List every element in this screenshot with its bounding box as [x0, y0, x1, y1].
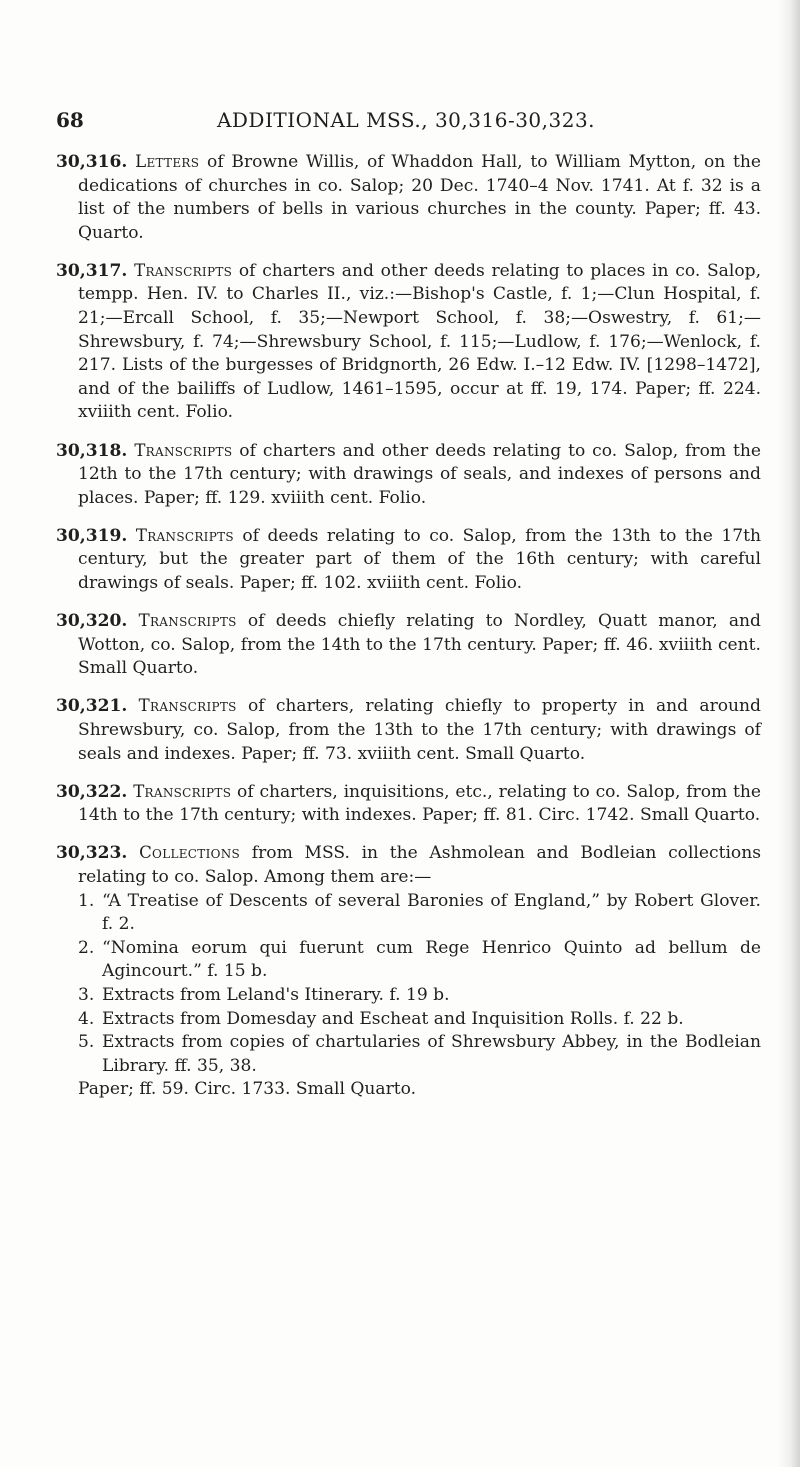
list-item [56, 1008, 761, 1032]
list-item [56, 937, 761, 984]
entry-30321 [56, 694, 761, 766]
entry-number: 30,321. [56, 696, 128, 717]
entry-kind: Collections [139, 843, 241, 863]
page-edge-shadow [778, 0, 800, 1467]
entry-30319 [56, 524, 761, 596]
list-item-text: “Nomina eorum qui fuerunt cum Rege Henrico Quinto ad bellum de Agincourt.” f. 15 b. [102, 937, 761, 982]
entry-30316 [56, 150, 761, 245]
entry-text: of charters, relating chiefly to property in and around Shrewsbury, co. Salop, from the 13th to the 17th century; with drawings of seals and indexes. Paper; ff. 73. xviiith cent. Small Quarto. [78, 696, 761, 764]
page-header [56, 108, 756, 138]
entry-text: of deeds relating to co. Salop, from the 13th to the 17th century, but the greater part of them of the 16th century; with careful drawings of seals. Paper; ff. 102. xviiith cent. Folio. [78, 525, 761, 593]
entry-30323-physical-description: Paper; ff. 59. Circ. 1733. Small Quarto. [78, 1079, 417, 1100]
entry-number: 30,320. [56, 611, 128, 632]
entry-30323 [56, 841, 761, 1102]
entry-text: of charters and other deeds relating to places in co. Salop, tempp. Hen. IV. to Charles II., viz.:—Bishop's Castle, f. 1;—Clun Hospital, f. 21;—Ercall School, f. 35;—Newport School, f. 38;—Oswestry, f. 61;—Shrewsbury, f. 74;—Shrewsbury School, f. 115;—Ludlow, f. 176;—Wenlock, f. 217. Lists of the burgesses of Bridgnorth, 26 Edw. I.–12 Edw. IV. [1298–1472], and of the bailiffs of Ludlow, 1461–1595, occur at ff. 19, 174. Paper; ff. 224. xviiith cent. Folio. [78, 260, 762, 423]
list-item-number: 1. [78, 890, 95, 911]
entry-kind: Transcripts [134, 260, 233, 280]
list-item-number: 4. [78, 1008, 95, 1029]
entry-kind: Letters [135, 152, 200, 171]
list-item [56, 984, 761, 1008]
entry-kind: Transcripts [133, 781, 232, 801]
entry-kind: Transcripts [135, 525, 234, 545]
contents-list [56, 890, 761, 1079]
entry-30322 [56, 780, 761, 828]
entry-text: of charters and other deeds relating to co. Salop, from the 12th to the 17th century; with drawings of seals, and indexes of persons and places. Paper; ff. 129. xviiith cent. Folio. [78, 440, 762, 508]
list-item-text: “A Treatise of Descents of several Baronies of England,” by Robert Glover. f. 2. [102, 890, 761, 935]
list-item-number: 5. [78, 1032, 95, 1053]
list-item [56, 1031, 761, 1078]
list-item [56, 890, 761, 937]
entry-kind: Transcripts [138, 696, 237, 716]
running-head: ADDITIONAL MSS., 30,316-30,323. [216, 108, 596, 132]
list-item-number: 3. [78, 984, 95, 1005]
list-item-text: Extracts from copies of chartularies of Shrewsbury Abbey, in the Bodleian Library. ff. 35, 38. [102, 1032, 761, 1076]
catalogue-entries [56, 150, 761, 1102]
entry-kind: Transcripts [138, 611, 237, 631]
entry-number: 30,318. [56, 440, 128, 461]
entry-number: 30,319. [56, 525, 128, 546]
list-item-text: Extracts from Domesday and Escheat and Inquisition Rolls. f. 22 b. [102, 1008, 684, 1029]
entry-number: 30,323. [56, 843, 128, 864]
entry-30320 [56, 609, 761, 681]
list-item-text: Extracts from Leland's Itinerary. f. 19 b. [102, 984, 450, 1005]
entry-text: of Browne Willis, of Whaddon Hall, to William Mytton, on the dedications of churches in co. Salop; 20 Dec. 1740–4 Nov. 1741. At f. 32 is a list of the numbers of bells in various churches in the county. Paper; ff. 43. Quarto. [78, 152, 761, 243]
entry-text: of deeds chiefly relating to Nordley, Quatt manor, and Wotton, co. Salop, from the 14th to the 17th century. Paper; ff. 46. xviiith cent. Small Quarto. [78, 611, 761, 679]
list-item-number: 2. [78, 937, 95, 958]
entry-text: from MSS. in the Ashmolean and Bodleian collections relating to co. Salop. Among them are:— [78, 843, 761, 887]
entry-30317 [56, 259, 761, 425]
entry-30318 [56, 439, 761, 511]
entry-number: 30,322. [56, 781, 128, 802]
entry-number: 30,317. [56, 260, 128, 281]
entry-kind: Transcripts [134, 440, 233, 460]
entry-number: 30,316. [56, 152, 128, 172]
entry-30323-intro [56, 841, 761, 889]
page-number: 68 [56, 108, 84, 132]
entry-text: of charters, inquisitions, etc., relating to co. Salop, from the 14th to the 17th century; with indexes. Paper; ff. 81. Circ. 1742. Small Quarto. [78, 781, 761, 826]
